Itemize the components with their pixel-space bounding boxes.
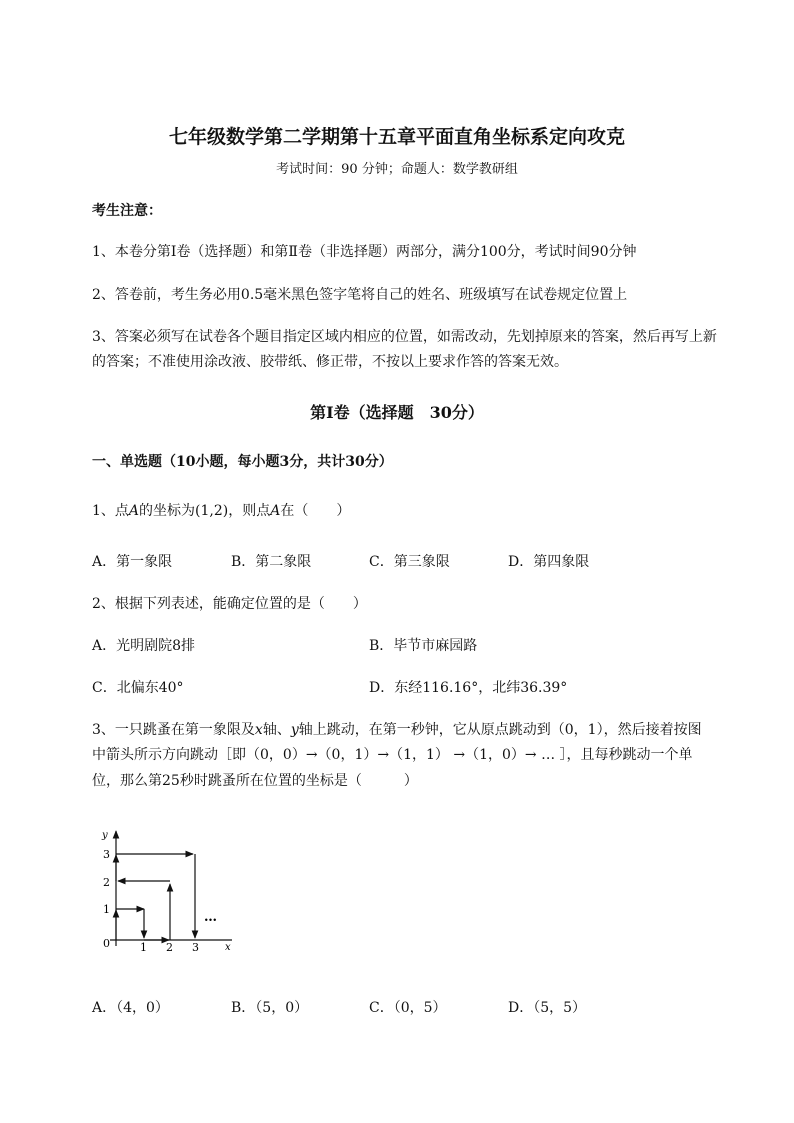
x-tick-2: 2 (166, 941, 173, 954)
q2-option-a[interactable]: A．光明剧院8排 (92, 638, 196, 654)
q3-option-c[interactable]: C．（0，5） (369, 1000, 447, 1016)
notice-item-2: 2、答卷前，考生务必用0.5毫米黑色签字笔将自己的姓名、班级填写在试卷规定位置上 (92, 287, 628, 303)
q3-line1-c: 轴上跳动，在第一秒钟，它从原点跳动到（0，1），然后接着按图 (298, 722, 702, 738)
q3-line1-a: 3、一只跳蚤在第一象限及 (92, 722, 255, 738)
y-tick-1: 1 (103, 903, 110, 916)
q3-option-a[interactable]: A．（4，0） (92, 1000, 169, 1016)
x-tick-1: 1 (140, 941, 147, 954)
q1-var-a2: A (270, 503, 281, 519)
x-axis-label: x (225, 942, 231, 953)
y-axis-label: y (102, 830, 108, 841)
q1-option-c[interactable]: C．第三象限 (369, 554, 450, 570)
notice-heading: 考生注意： (92, 203, 162, 219)
q1-mid: 的坐标为 (139, 503, 196, 519)
y-tick-3: 3 (103, 848, 110, 861)
origin-label: 0 (103, 937, 110, 950)
q1-mid2: ，则点 (228, 503, 271, 519)
part-heading: 一、单选题（10小题，每小题3分，共计30分） (92, 454, 393, 470)
q1-var-a: A (128, 503, 140, 519)
x-tick-3: 3 (192, 941, 199, 954)
q1-coord: (1,2) (195, 503, 229, 519)
q3-var-y: y (290, 722, 299, 738)
notice-item-3-cont: 的答案；不准使用涂改液、胶带纸、修正带，不按以上要求作答的答案无效。 (92, 354, 568, 370)
q1-option-d[interactable]: D．第四象限 (508, 554, 590, 570)
question-3-line-2: 中箭头所示方向跳动［即（0，0）→（0，1）→（1，1） →（1，0）→ … ］，且每秒跳动一个单 (92, 747, 693, 763)
page-title: 七年级数学第二学期第十五章平面直角坐标系定向攻克 (168, 126, 625, 148)
y-tick-2: 2 (103, 876, 110, 889)
ellipsis: … (204, 910, 217, 925)
question-3-line-1 (92, 719, 702, 739)
exam-subtitle: 考试时间：90 分钟；命题人：数学教研组 (276, 162, 518, 177)
q2-option-c[interactable]: C．北偏东40° (92, 680, 184, 696)
q2-option-d[interactable]: D．东经116.16°，北纬36.39° (369, 680, 568, 696)
q1-option-a[interactable]: A．第一象限 (92, 554, 173, 570)
question-2-stem: 2、根据下列表述，能确定位置的是（ ） (92, 596, 367, 612)
q1-prefix: 1、点 (92, 503, 129, 519)
q1-option-b[interactable]: B．第二象限 (231, 554, 312, 570)
q3-option-b[interactable]: B．（5，0） (231, 1000, 309, 1016)
q3-coordinate-figure (96, 822, 246, 957)
q3-var-x: x (254, 722, 263, 738)
question-3-line-3: 位，那么第25秒时跳蚤所在位置的坐标是（ ） (92, 773, 418, 789)
question-1-stem (92, 500, 350, 520)
q2-option-b[interactable]: B．毕节市麻园路 (369, 638, 478, 654)
notice-item-3: 3、答案必须写在试卷各个题目指定区域内相应的位置，如需改动，先划掉原来的答案，然后再写上新 (92, 329, 717, 345)
q3-line1-b: 轴、 (262, 722, 291, 738)
section-title: 第Ⅰ卷（选择题 30分） (310, 403, 484, 422)
notice-item-1: 1、本卷分第Ⅰ卷（选择题）和第Ⅱ卷（非选择题）两部分，满分100分，考试时间90分钟 (92, 244, 637, 260)
q1-suffix: 在（ ） (280, 503, 351, 519)
q3-option-d[interactable]: D．（5，5） (508, 1000, 587, 1016)
